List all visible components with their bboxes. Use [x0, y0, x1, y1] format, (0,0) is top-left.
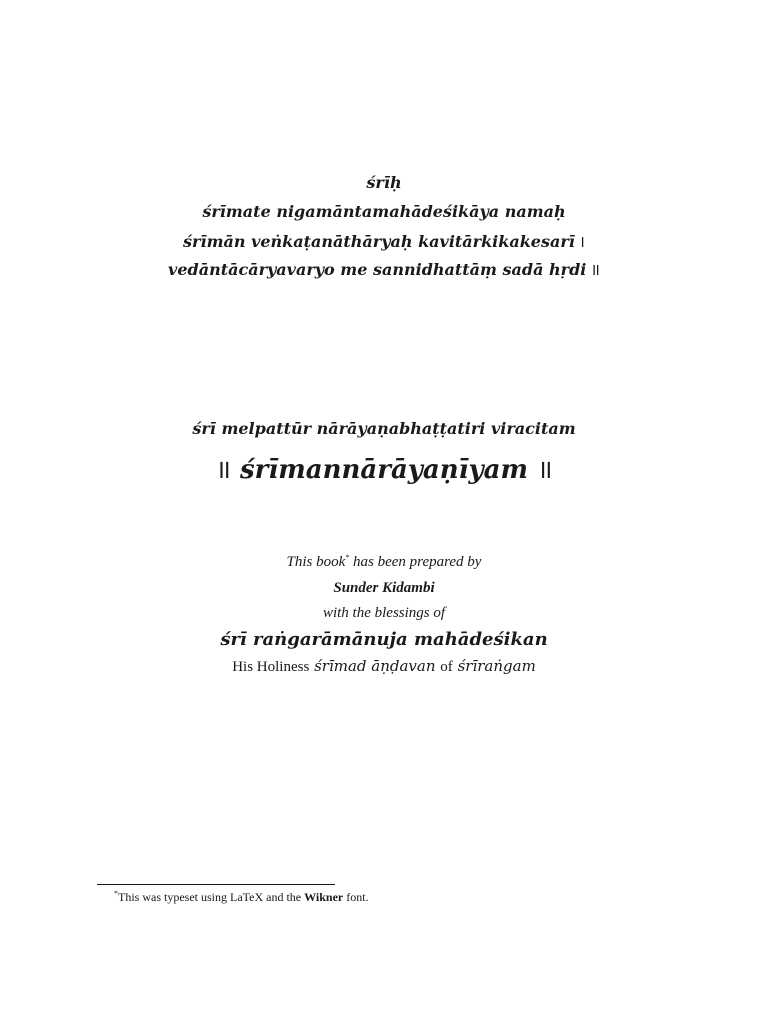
holiness-prefix: His Holiness — [232, 659, 310, 675]
holiness-of: of — [440, 659, 453, 675]
footnote-rule — [97, 884, 335, 885]
footnote-mark: * — [114, 889, 118, 898]
footnote-marker: * — [345, 553, 350, 562]
invocation-line-4: vedāntācāryavaryo me sannidhattāṃ sadā hṛdi — [168, 260, 587, 279]
holiness-name: śrīmad āṇḍavan — [314, 657, 436, 675]
guru-line — [0, 629, 768, 650]
prepared-before: This book — [286, 554, 346, 570]
work-subtitle — [0, 419, 768, 438]
title-right-danda: ॥ — [537, 455, 553, 485]
footnote-font-name: Wikner — [304, 890, 344, 904]
holiness-place: śrīraṅgam — [457, 657, 536, 675]
author-line — [0, 580, 768, 597]
invocation-srih — [0, 173, 768, 192]
invocation-sriman — [0, 230, 768, 252]
single-danda: । — [578, 232, 585, 251]
invocation-srimate — [0, 202, 768, 221]
subtitle-text: śrī melpattūr nārāyaṇabhaṭṭatiri viracitam — [192, 419, 576, 438]
invocation-line-2: śrīmate nigamāntamahādeśikāya namaḥ — [202, 202, 566, 221]
holiness-line — [0, 657, 768, 676]
latex-logo: LaTeX — [230, 890, 264, 904]
footnote-text-before: This was typeset using — [118, 890, 227, 904]
author-name: Sunder Kidambi — [333, 580, 435, 596]
footnote — [114, 890, 369, 905]
title-left-danda: ॥ — [215, 455, 231, 485]
footnote-text-after: font. — [346, 890, 369, 904]
guru-name: śrī raṅgarāmānuja mahādeśikan — [220, 629, 548, 650]
invocation-line-3: śrīmān veṅkaṭanāthāryaḥ kavitārkikakesarī — [183, 232, 575, 251]
blessings-line — [0, 605, 768, 622]
footnote-text-middle: and the — [266, 890, 302, 904]
work-title — [0, 450, 768, 486]
prepared-after: has been prepared by — [353, 554, 482, 570]
prepared-by-line — [0, 554, 768, 571]
invocation-line-1: śrīḥ — [366, 173, 402, 192]
blessings-text: with the blessings of — [322, 605, 446, 621]
double-danda: ॥ — [590, 260, 600, 279]
title-text: śrīmannārāyaṇīyam — [240, 455, 528, 485]
invocation-vedanta — [0, 258, 768, 280]
